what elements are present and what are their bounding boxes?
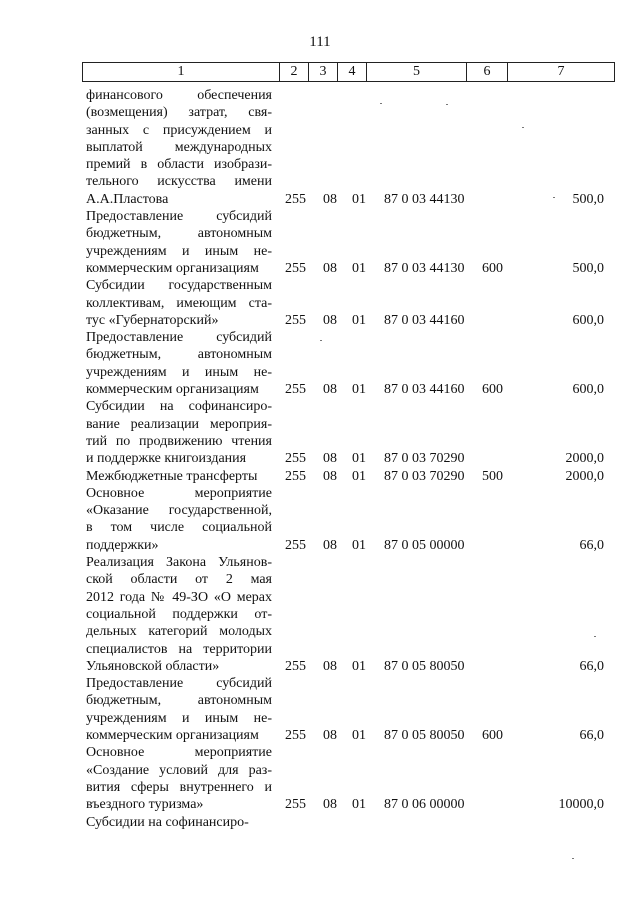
description-line: ской области от 2 мая — [86, 572, 272, 588]
row-cell-c2: 255 — [285, 191, 306, 207]
row-cell-c7: 2000,0 — [565, 468, 604, 484]
row-cell-c7: 66,0 — [579, 728, 604, 744]
description-line: Субсидии на софинансиро- — [86, 814, 249, 830]
description-line: учреждениям и иным не- — [86, 243, 272, 259]
row-cell-c2: 255 — [285, 728, 306, 744]
description-line: коммерческим организациям — [86, 382, 259, 398]
row-cell-c3: 08 — [323, 261, 337, 276]
row-description — [86, 554, 272, 675]
header-col-3: 3 — [309, 63, 338, 82]
description-line: поддержки» — [86, 537, 159, 553]
row-cell-c4: 01 — [352, 658, 366, 674]
description-line: коммерческим организациям — [86, 728, 259, 744]
row-cell-c4: 01 — [352, 451, 366, 467]
header-col-5: 5 — [367, 63, 467, 82]
description-line: Субсидии на софинансиро- — [86, 399, 272, 415]
row-cell-c5: 87 0 06 00000 — [384, 797, 465, 813]
row-cell-c3: 08 — [323, 537, 337, 553]
row-cell-c7: 66,0 — [579, 537, 604, 553]
row-cell-c3: 08 — [323, 468, 337, 484]
row-cell-c5: 87 0 03 44160 — [384, 312, 465, 328]
page-number: 111 — [309, 34, 331, 50]
row-cell-c4: 01 — [352, 468, 366, 484]
description-line: социальной поддержки от- — [86, 606, 272, 622]
row-cell-c3: 08 — [323, 382, 337, 398]
description-line: в том числе социальной — [86, 520, 272, 536]
description-line: дельных категорий молодых — [86, 624, 272, 640]
description-line: Основное мероприятие — [86, 485, 272, 501]
row-cell-c6: 600 — [482, 728, 503, 744]
description-line: Предоставление субсидий — [86, 330, 272, 346]
description-line: вития сферы внутреннего и — [86, 779, 272, 795]
row-cell-c5: 87 0 03 44160 — [384, 382, 465, 398]
row-cell-c4: 01 — [352, 261, 366, 276]
row-description — [86, 675, 272, 744]
row-cell-c2: 255 — [285, 797, 306, 813]
row-cell-c2: 255 — [285, 451, 306, 467]
row-cell-c7: 500,0 — [572, 191, 604, 207]
table-header — [82, 62, 615, 82]
row-cell-c3: 08 — [323, 312, 337, 328]
header-col-4: 4 — [338, 63, 367, 82]
row-description — [86, 329, 272, 398]
row-description — [86, 208, 272, 277]
row-cell-c3: 08 — [323, 728, 337, 744]
description-line: Межбюджетные трансферты — [86, 468, 258, 484]
row-description — [86, 277, 272, 329]
row-cell-c3: 08 — [323, 658, 337, 674]
description-line: въездного туризма» — [86, 797, 204, 813]
row-cell-c4: 01 — [352, 797, 366, 813]
description-line: специалистов на территории — [86, 641, 272, 657]
row-cell-c5: 87 0 03 44130 — [384, 191, 465, 207]
description-line: премий в области изобрази- — [86, 157, 272, 173]
description-line: коллективам, имеющим ста- — [86, 295, 272, 311]
description-line: тус «Губернаторский» — [86, 312, 219, 328]
row-cell-c3: 08 — [323, 191, 337, 207]
description-line: бюджетным, автономным — [86, 226, 272, 242]
header-col-6: 6 — [467, 63, 508, 82]
row-description — [86, 814, 272, 831]
header-col-2: 2 — [280, 63, 309, 82]
header-col-1: 1 — [83, 63, 280, 82]
row-cell-c4: 01 — [352, 382, 366, 398]
description-line: вание реализации мероприя- — [86, 416, 272, 432]
description-line: Основное мероприятие — [86, 745, 272, 761]
row-cell-c3: 08 — [323, 797, 337, 813]
description-line: учреждениям и иным не- — [86, 710, 272, 726]
description-line: 2012 года № 49-ЗО «О мерах — [86, 589, 272, 605]
row-cell-c2: 255 — [285, 261, 306, 276]
row-cell-c2: 255 — [285, 537, 306, 553]
row-cell-c7: 500,0 — [572, 261, 604, 276]
row-cell-c2: 255 — [285, 468, 306, 484]
row-cell-c6: 500 — [482, 468, 503, 484]
row-description — [86, 744, 272, 813]
description-line: финансового обеспечения — [86, 88, 272, 103]
row-cell-c7: 2000,0 — [565, 451, 604, 467]
row-cell-c4: 01 — [352, 537, 366, 553]
description-line: бюджетным, автономным — [86, 693, 272, 709]
row-description — [86, 485, 272, 554]
description-line: «Создание условий для раз- — [86, 762, 272, 778]
description-line: Ульяновской области» — [86, 658, 220, 674]
row-cell-c5: 87 0 03 70290 — [384, 451, 465, 467]
row-cell-c7: 66,0 — [579, 658, 604, 674]
description-line: коммерческим организациям — [86, 260, 259, 276]
description-line: учреждениям и иным не- — [86, 364, 272, 380]
row-cell-c5: 87 0 03 44130 — [384, 261, 465, 276]
row-cell-c6: 600 — [482, 382, 503, 398]
description-line: Реализация Закона Ульянов- — [86, 555, 272, 571]
row-description — [86, 87, 272, 208]
row-cell-c2: 255 — [285, 382, 306, 398]
row-cell-c4: 01 — [352, 312, 366, 328]
row-cell-c5: 87 0 05 80050 — [384, 728, 465, 744]
row-cell-c5: 87 0 05 00000 — [384, 537, 465, 553]
row-cell-c2: 255 — [285, 312, 306, 328]
row-description — [86, 398, 272, 467]
row-cell-c4: 01 — [352, 191, 366, 207]
description-line: Субсидии государственным — [86, 278, 272, 294]
description-line: А.А.Пластова — [86, 191, 169, 207]
row-cell-c7: 600,0 — [572, 382, 604, 398]
header-col-7: 7 — [508, 63, 615, 82]
description-line: Предоставление субсидий — [86, 676, 272, 692]
row-cell-c7: 10000,0 — [558, 797, 604, 813]
description-line: тий по продвижению чтения — [86, 433, 272, 449]
description-line: и поддержке книгоиздания — [86, 451, 247, 467]
description-line: «Оказание государственной, — [86, 503, 272, 519]
description-line: Предоставление субсидий — [86, 209, 272, 225]
row-cell-c2: 255 — [285, 658, 306, 674]
row-cell-c3: 08 — [323, 451, 337, 467]
description-line: выплатой международных — [86, 139, 272, 155]
row-cell-c7: 600,0 — [572, 312, 604, 328]
description-line: (возмещения) затрат, свя- — [86, 105, 272, 121]
row-cell-c5: 87 0 05 80050 — [384, 658, 465, 674]
description-line: тельного искусства имени — [86, 174, 272, 190]
row-cell-c5: 87 0 03 70290 — [384, 468, 465, 484]
row-cell-c4: 01 — [352, 728, 366, 744]
row-cell-c6: 600 — [482, 261, 503, 276]
description-line: бюджетным, автономным — [86, 347, 272, 363]
row-description — [86, 468, 272, 485]
description-line: занных с присуждением и — [86, 122, 272, 138]
